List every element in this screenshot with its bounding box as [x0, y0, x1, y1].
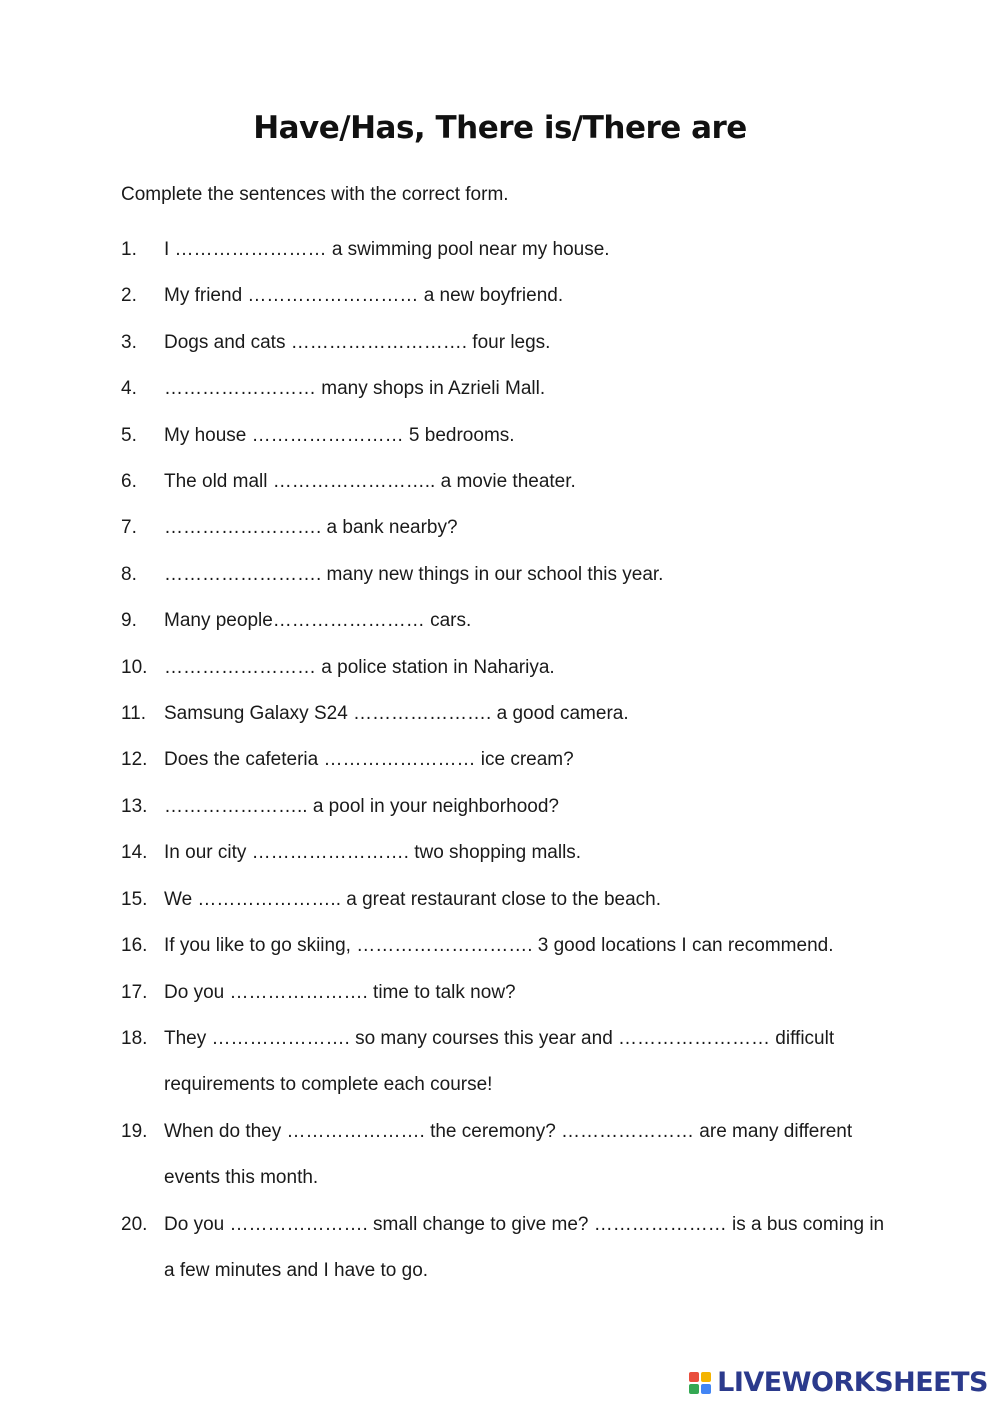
item-sentence: My friend ……………………… a new boyfriend. — [164, 285, 564, 307]
item-sentence: …………………… a police station in Nahariya. — [164, 656, 555, 678]
item-number: 13. — [121, 795, 148, 817]
item-number: 9. — [121, 610, 137, 632]
item-number: 1. — [121, 239, 137, 260]
logo-square-red — [689, 1372, 699, 1382]
exercise-item-9 — [121, 598, 891, 644]
exercise-item-2 — [121, 273, 891, 319]
item-sentence: I …………………… a swimming pool near my house. — [164, 239, 610, 260]
item-sentence: ………………….. a pool in your neighborhood? — [164, 795, 559, 817]
item-number: 17. — [121, 981, 148, 1003]
item-sentence: Do you …………………. time to talk now? — [164, 981, 516, 1003]
exercise-item-10 — [121, 645, 891, 691]
item-number: 18. — [121, 1027, 148, 1049]
item-sentence: The old mall …………………….. a movie theater. — [164, 471, 576, 493]
item-number: 7. — [121, 517, 137, 539]
item-sentence: We ………………….. a great restaurant close to the beach. — [164, 888, 662, 910]
exercise-item-7 — [121, 505, 891, 551]
exercise-item-1 — [121, 227, 891, 273]
worksheet-title: Have/Has, There is/There are — [253, 110, 747, 146]
item-number: 2. — [121, 285, 137, 307]
instruction-text: Complete the sentences with the correct form. — [121, 184, 509, 205]
item-sentence: …………………… many shops in Azrieli Mall. — [164, 378, 546, 400]
item-number: 6. — [121, 471, 137, 493]
item-sentence: Many people…………………… cars. — [164, 610, 472, 632]
item-number: 15. — [121, 888, 148, 910]
exercise-item-19 — [121, 1109, 891, 1202]
logo-square-green — [689, 1384, 699, 1394]
item-sentence: Does the cafeteria …………………… ice cream? — [164, 749, 574, 771]
exercise-item-16 — [121, 923, 891, 969]
item-number: 19. — [121, 1120, 148, 1142]
exercise-item-6 — [121, 459, 891, 505]
item-sentence: My house …………………… 5 bedrooms. — [164, 424, 515, 446]
item-number: 14. — [121, 842, 148, 864]
exercise-item-18 — [121, 1016, 891, 1109]
exercise-list — [121, 227, 891, 1294]
item-number: 5. — [121, 424, 137, 446]
exercise-item-17 — [121, 970, 891, 1016]
item-sentence: In our city ……………………. two shopping malls. — [164, 842, 582, 864]
exercise-item-3 — [121, 320, 891, 366]
item-sentence: ……………………. many new things in our school this year. — [164, 563, 664, 585]
exercise-item-14 — [121, 830, 891, 876]
item-sentence: They …………………. so many courses this year and …………………… difficult requirements to complete each course! — [164, 1027, 835, 1096]
exercise-item-8 — [121, 552, 891, 598]
item-number: 16. — [121, 935, 148, 957]
exercise-item-20 — [121, 1202, 891, 1295]
exercise-item-12 — [121, 737, 891, 783]
logo-square-blue — [701, 1384, 711, 1394]
item-sentence: Samsung Galaxy S24 …………………. a good camera. — [164, 703, 629, 725]
exercise-item-15 — [121, 877, 891, 923]
liveworksheets-logo — [689, 1367, 988, 1398]
item-number: 3. — [121, 331, 137, 353]
logo-wordmark: LIVEWORKSHEETS — [717, 1367, 988, 1398]
item-sentence: If you like to go skiing, ………………………. 3 good locations I can recommend. — [164, 935, 834, 957]
item-sentence: ……………………. a bank nearby? — [164, 517, 458, 539]
liveworksheets-logo-icon — [689, 1372, 711, 1394]
exercise-item-5 — [121, 413, 891, 459]
item-number: 4. — [121, 378, 137, 400]
item-sentence: Dogs and cats ………………………. four legs. — [164, 331, 551, 353]
item-number: 10. — [121, 656, 148, 678]
item-number: 20. — [121, 1213, 148, 1235]
item-sentence: When do they …………………. the ceremony? ………………… are many different events this month. — [164, 1120, 853, 1189]
item-number: 12. — [121, 749, 148, 771]
item-number: 11. — [121, 703, 147, 725]
item-number: 8. — [121, 563, 137, 585]
item-sentence: Do you …………………. small change to give me? ………………… is a bus coming in a few minutes and I have to go. — [164, 1213, 885, 1281]
exercise-item-13 — [121, 784, 891, 830]
logo-square-yellow — [701, 1372, 711, 1382]
exercise-item-4 — [121, 366, 891, 412]
exercise-item-11 — [121, 691, 891, 737]
